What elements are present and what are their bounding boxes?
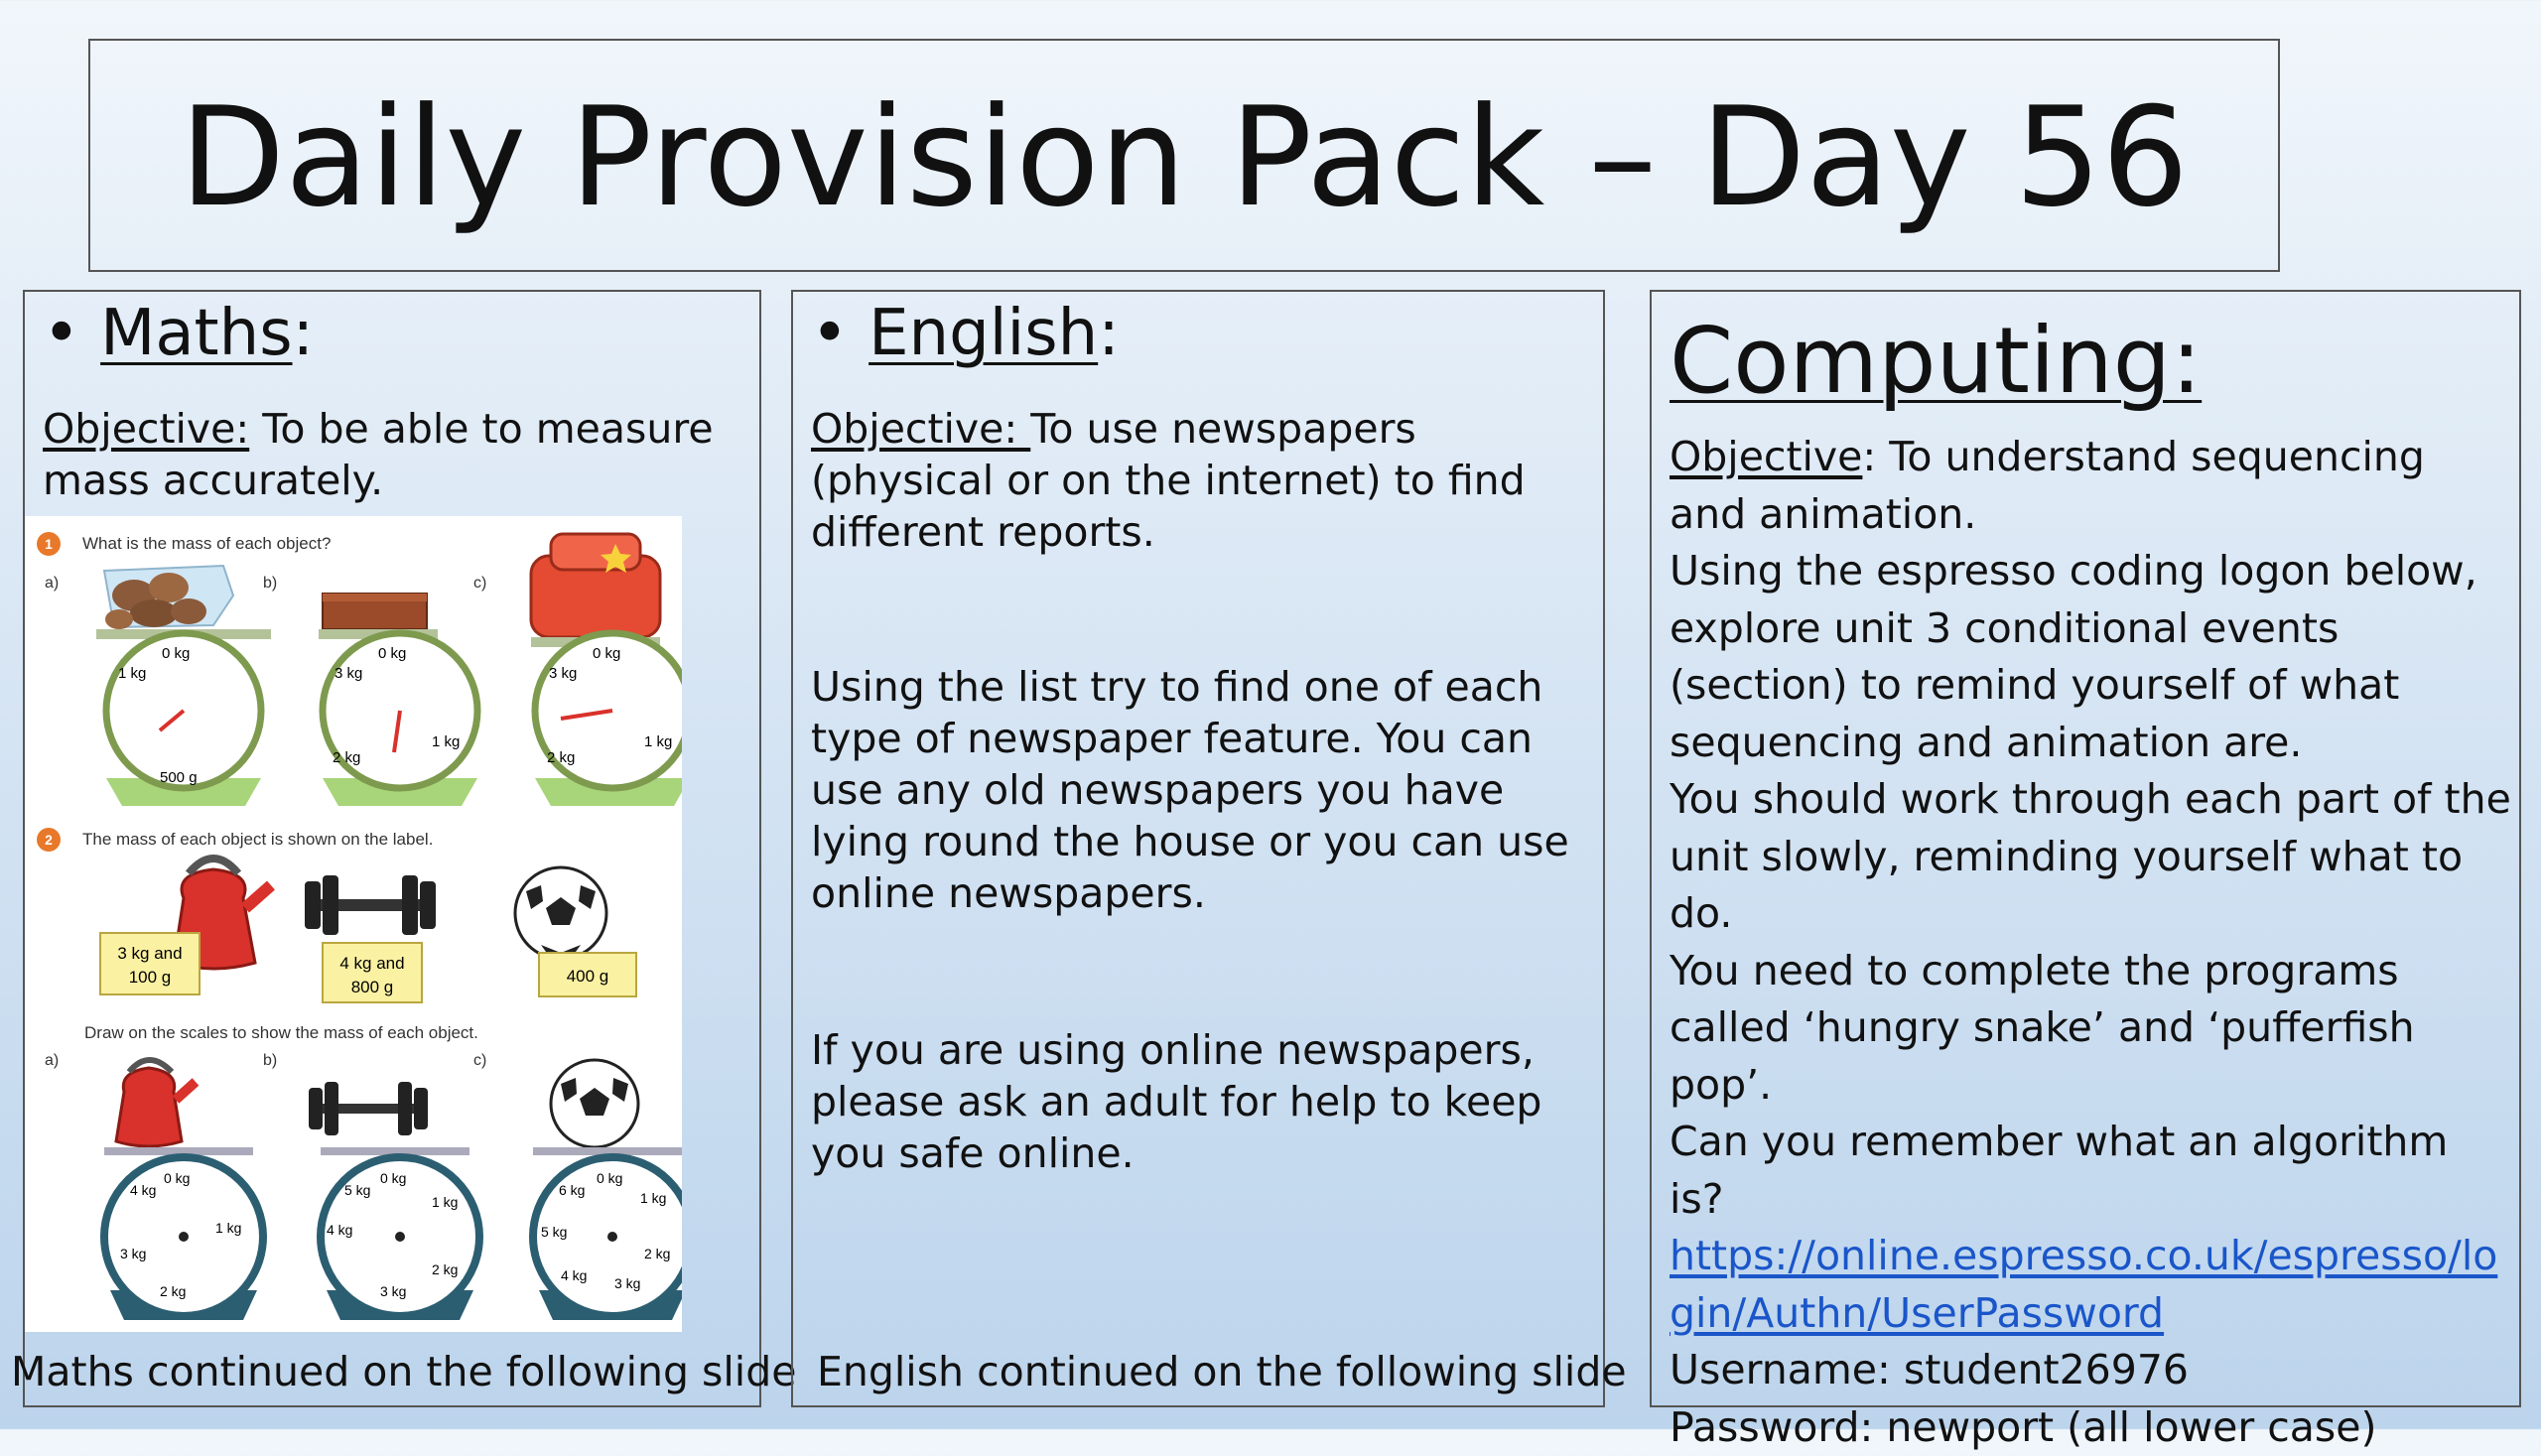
svg-text:0 kg: 0 kg — [380, 1170, 406, 1186]
english-heading-text: English — [869, 297, 1098, 370]
svg-text:4 kg: 4 kg — [327, 1222, 352, 1238]
q1-number: 1 — [45, 536, 53, 552]
svg-text:3 kg: 3 kg — [614, 1275, 640, 1291]
english-safety-note: If you are using online newspapers, please ask an adult for help to keep you safe online. — [811, 1024, 1585, 1179]
computing-algorithm-question: Can you remember what an algorithm is? — [1670, 1114, 2513, 1228]
q1-text: What is the mass of each object? — [82, 534, 331, 553]
maths-objective — [43, 403, 737, 506]
computing-heading — [1670, 308, 2202, 415]
computing-body — [1670, 429, 2513, 1456]
english-objective — [811, 403, 1585, 558]
svg-text:100 g: 100 g — [129, 968, 172, 987]
svg-text:500 g: 500 g — [160, 769, 198, 786]
school-bag-icon — [531, 534, 660, 637]
svg-text:2 kg: 2 kg — [160, 1283, 186, 1299]
svg-text:1 kg: 1 kg — [432, 733, 460, 750]
football-icon — [515, 867, 606, 959]
potatoes-icon — [104, 566, 233, 629]
svg-text:0 kg: 0 kg — [378, 645, 406, 662]
svg-text:1 kg: 1 kg — [432, 1194, 458, 1210]
maths-footer: Maths continued on the following slide — [11, 1346, 796, 1397]
maths-bullet: • — [43, 297, 80, 370]
svg-text:800 g: 800 g — [351, 978, 394, 996]
brick-icon — [323, 594, 427, 629]
svg-text:5 kg: 5 kg — [541, 1224, 567, 1240]
q1-part-a: a) — [45, 575, 59, 592]
computing-programs: You need to complete the programs called ‘hungry snake’ and ‘pufferfish pop’. — [1670, 943, 2513, 1115]
english-instructions: Using the list try to find one of each type of newspaper feature. You can use any old newspapers you have lying round the house or you can use online newspapers. — [811, 661, 1585, 919]
svg-text:a): a) — [45, 1052, 59, 1069]
svg-text:b): b) — [263, 1052, 277, 1069]
q2-number: 2 — [45, 832, 53, 848]
football-small-icon — [551, 1060, 638, 1147]
svg-text:6 kg: 6 kg — [559, 1182, 585, 1198]
svg-text:1 kg: 1 kg — [640, 1190, 666, 1206]
q1-part-b: b) — [263, 575, 277, 592]
scale-1b — [319, 629, 477, 806]
maths-heading-text: Maths — [100, 297, 292, 370]
page-title: Daily Provision Pack – Day 56 — [90, 78, 2278, 237]
maths-objective-text: To be able to measure mass accurately. — [43, 405, 714, 504]
maths-panel — [23, 290, 761, 1407]
english-bullet: • — [811, 297, 849, 370]
english-heading-colon: : — [1098, 297, 1120, 370]
svg-text:2 kg: 2 kg — [333, 749, 360, 766]
svg-text:1 kg: 1 kg — [118, 665, 146, 682]
computing-objective — [1670, 429, 2513, 543]
svg-text:5 kg: 5 kg — [344, 1182, 370, 1198]
svg-text:3 kg: 3 kg — [334, 665, 362, 682]
svg-text:4 kg: 4 kg — [561, 1267, 587, 1283]
mass-worksheet-image — [25, 516, 682, 1332]
english-objective-text: To use newspapers (physical or on the internet) to find different reports. — [811, 405, 1526, 556]
computing-heading-text: Computing: — [1670, 308, 2202, 414]
q1-part-c: c) — [473, 575, 486, 592]
computing-objective-label: Objective — [1670, 433, 1862, 480]
scale-1c — [531, 633, 682, 806]
svg-text:0 kg: 0 kg — [597, 1170, 622, 1186]
svg-text:3 kg: 3 kg — [380, 1283, 406, 1299]
computing-username: Username: student26976 — [1670, 1342, 2513, 1399]
computing-password: Password: newport (all lower case) — [1670, 1399, 2513, 1456]
english-heading — [811, 296, 1120, 371]
computing-panel — [1650, 290, 2521, 1407]
svg-text:3 kg: 3 kg — [549, 665, 577, 682]
title-box — [88, 39, 2280, 272]
english-footer: English continued on the following slide — [817, 1346, 1627, 1397]
espresso-login-link[interactable]: https://online.espresso.co.uk/espresso/login/Authn/UserPassword — [1670, 1232, 2497, 1337]
draw-instructions: Draw on the scales to show the mass of each object. — [84, 1023, 478, 1042]
english-panel — [791, 290, 1605, 1407]
computing-work-through: You should work through each part of the unit slowly, reminding yourself what to do. — [1670, 771, 2513, 943]
svg-text:0 kg: 0 kg — [164, 1170, 190, 1186]
maths-heading-colon: : — [293, 297, 315, 370]
maths-heading — [43, 296, 314, 371]
svg-text:400 g: 400 g — [567, 967, 609, 986]
svg-text:2 kg: 2 kg — [432, 1261, 458, 1277]
english-objective-label: Objective: — [811, 405, 1030, 453]
svg-text:4 kg: 4 kg — [130, 1182, 156, 1198]
svg-text:1 kg: 1 kg — [644, 733, 672, 750]
svg-text:c): c) — [473, 1052, 486, 1069]
svg-text:3 kg: 3 kg — [120, 1246, 146, 1261]
maths-objective-label: Objective: — [43, 405, 249, 453]
q2-text: The mass of each object is shown on the label. — [82, 830, 433, 849]
svg-text:0 kg: 0 kg — [162, 645, 190, 662]
svg-text:0 kg: 0 kg — [593, 645, 620, 662]
computing-objective-text: : To understand sequencing and animation. — [1670, 433, 2425, 538]
svg-text:1 kg: 1 kg — [215, 1220, 241, 1236]
svg-text:4 kg and: 4 kg and — [339, 954, 404, 973]
svg-text:2 kg: 2 kg — [644, 1246, 670, 1261]
svg-text:3 kg and: 3 kg and — [117, 944, 182, 963]
svg-text:2 kg: 2 kg — [547, 749, 575, 766]
computing-logon-instructions: Using the espresso coding logon below, explore unit 3 conditional events (section) to remind yourself of what sequencing and animation are. — [1670, 543, 2513, 771]
